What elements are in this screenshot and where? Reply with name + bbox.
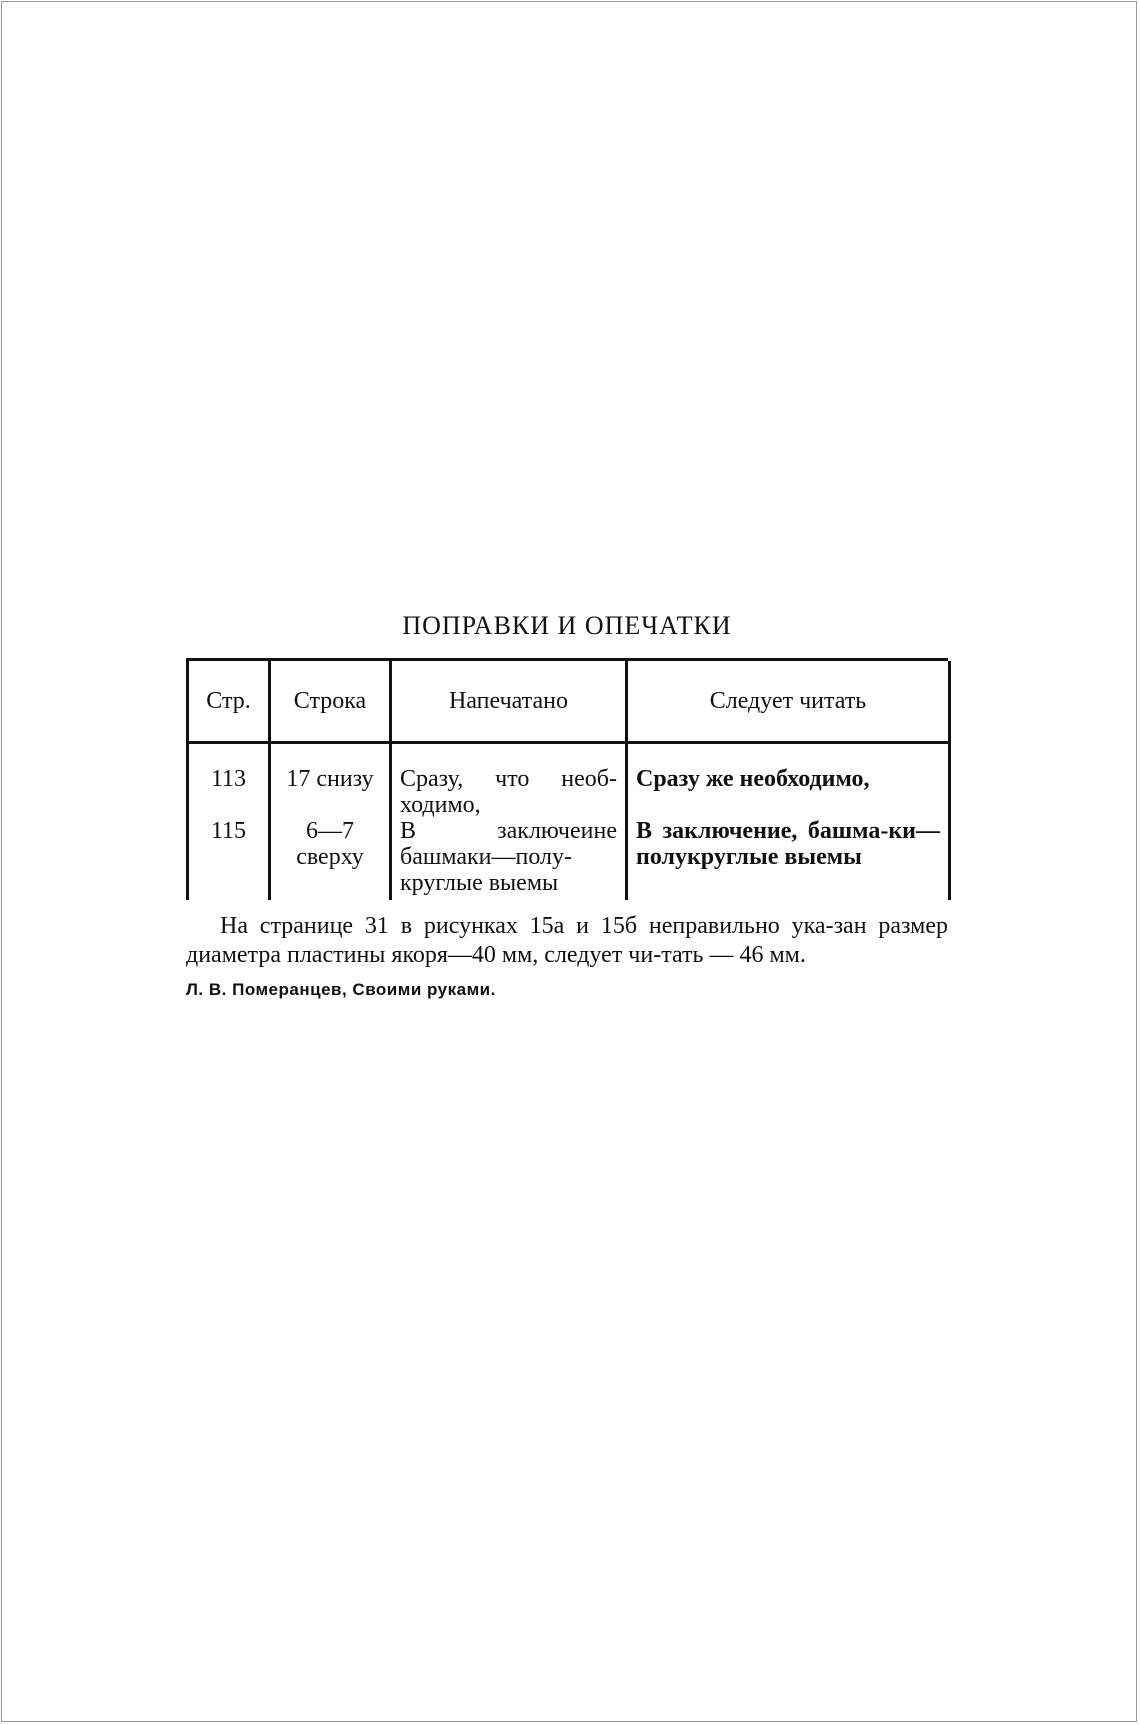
errata-table [186, 661, 951, 900]
table-header-row [188, 661, 950, 743]
header-page: Стр. [188, 661, 270, 743]
cell-should-read: В заключение, башма-ки—полукруглые выемы [627, 818, 950, 900]
cell-should-read: Сразу же необходимо, [627, 743, 950, 819]
errata-note: На странице 31 в рисунках 15а и 15б неправильно ука-зан размер диаметра пластины якоря—40 мм, следует чи-тать — 46 мм. [186, 913, 948, 968]
header-should-read: Следует читать [627, 661, 950, 743]
errata-title: ПОПРАВКИ И ОПЕЧАТКИ [402, 611, 732, 640]
cell-page: 113 [188, 743, 270, 819]
cell-printed: Сразу, что необ-ходимо, [391, 743, 627, 819]
cell-printed: В заключеине башмаки—полу-круглые выемы [391, 818, 627, 900]
cell-line: 6—7 сверху [270, 818, 391, 900]
header-line: Строка [270, 661, 391, 743]
header-printed: Напечатано [391, 661, 627, 743]
cell-page: 115 [188, 818, 270, 900]
table-row [188, 818, 950, 900]
table-row [188, 743, 950, 819]
book-reference: Л. В. Померанцев, Своими руками. [186, 980, 496, 999]
errata-table-wrapper [186, 658, 948, 900]
cell-line: 17 снизу [270, 743, 391, 819]
errata-section [186, 606, 948, 1000]
